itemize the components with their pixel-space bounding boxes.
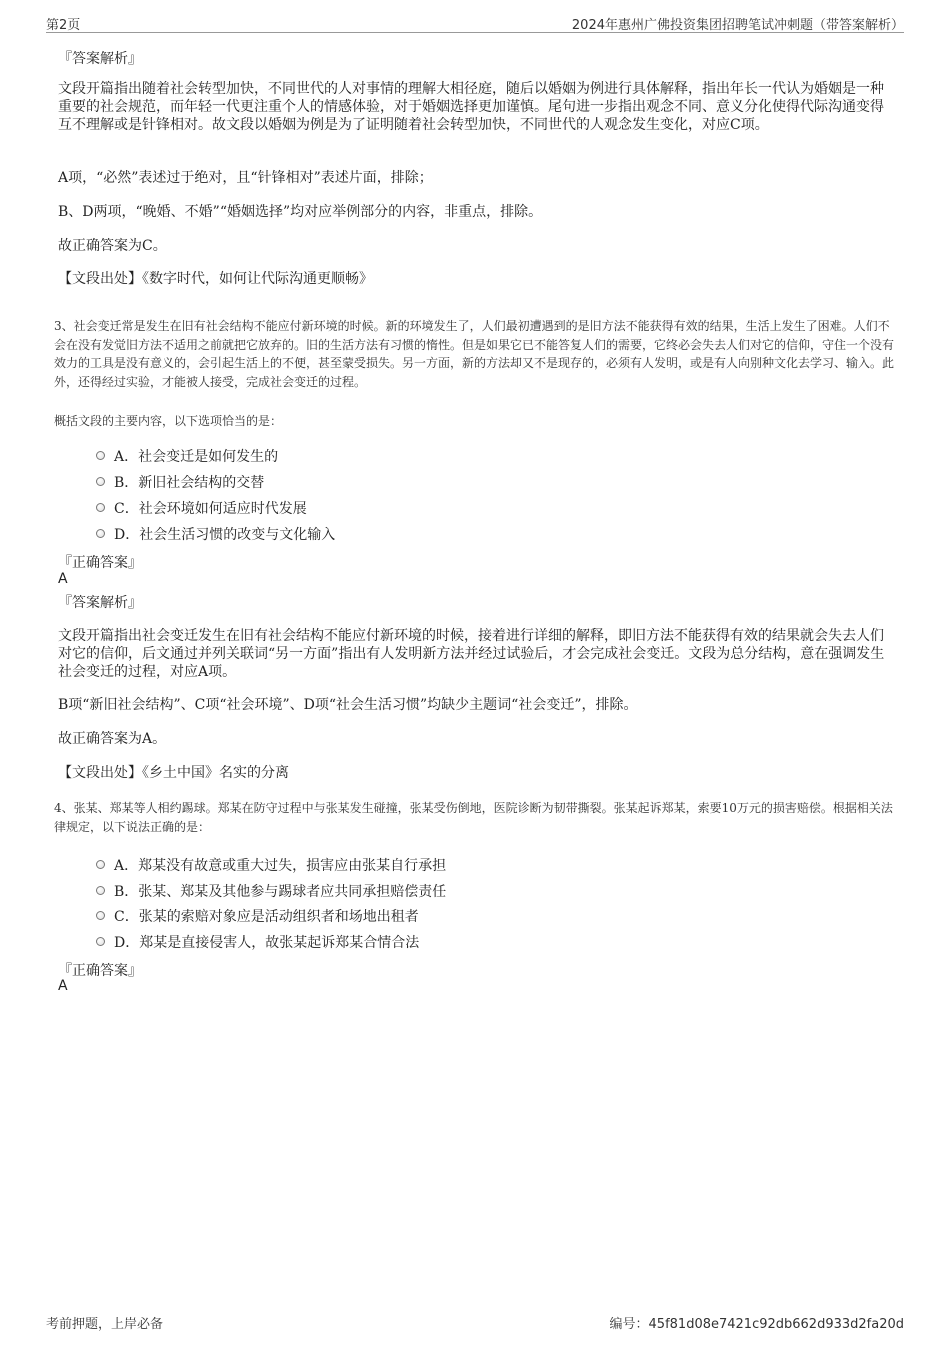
page-number: 第2页 xyxy=(46,18,81,33)
radio-button-icon[interactable] xyxy=(96,477,105,486)
radio-button-icon[interactable] xyxy=(96,529,105,538)
q4-correct-tag: 『正确答案』 xyxy=(58,963,142,979)
q4-stem: 4、张某、郑某等人相约踢球。郑某在防守过程中与张某发生碰撞，张某受伤倒地，医院诊断为韧带撕裂。张某起诉郑某，索要10万元的损害赔偿。根据相关法律规定，以下说法正确的是： xyxy=(54,801,893,834)
radio-button-icon[interactable] xyxy=(96,911,105,920)
option-label: A．社会变迁是如何发生的 xyxy=(114,449,279,465)
radio-button-icon[interactable] xyxy=(96,886,105,895)
option-label: B．新旧社会结构的交替 xyxy=(114,475,265,491)
q2-conclusion: 故正确答案为C。 xyxy=(58,238,167,254)
q3-correct-tag: 『正确答案』 xyxy=(58,555,142,571)
q2-analysis-tag: 『答案解析』 xyxy=(58,51,142,67)
page-header xyxy=(46,14,904,33)
code-label: 编号： xyxy=(609,1317,649,1332)
q2-exclude-a: A项，“必然”表述过于绝对，且“针锋相对”表述片面，排除； xyxy=(58,170,433,186)
q3-conclusion: 故正确答案为A。 xyxy=(58,731,167,747)
q2-analysis-text: 文段开篇指出随着社会转型加快，不同世代的人对事情的理解大相径庭，随后以婚姻为例进行具体解释，指出年长一代认为婚姻是一种重要的社会规范，而年轻一代更注重个人的情感体验，对于婚姻选择更加谨慎。尾句进一步指出观念不同、意义分化使得代际沟通变得互不理解或是针锋相对。故文段以婚姻为例是为了证明随着社会转型加快，不同世代的人观念发生变化，对应C项。 xyxy=(58,81,884,133)
q3-exclude: B项“新旧社会结构”、C项“社会环境”、D项“社会生活习惯”均缺少主题词“社会变迁”，排除。 xyxy=(58,697,638,713)
option-label: D．郑某是直接侵害人，故张某起诉郑某合情合法 xyxy=(114,935,420,951)
q3-stem: 3、社会变迁常是发生在旧有社会结构不能应付新环境的时候。新的环境发生了，人们最初遭遇到的是旧方法不能获得有效的结果，生活上发生了困难。人们不会在没有发觉旧方法不适用之前就把它放弃的。旧的生活方法有习惯的惰性。但是如果它已不能答复人们的需要，它终必会失去人们对它的信仰，守住一个没有效力的工具是没有意义的，会引起生活上的不便，甚至蒙受损失。另一方面，新的方法却又不是现存的，必须有人发明，或是有人向别种文化去学习、输入。此外，还得经过实验，才能被人接受，完成社会变迁的过程。 xyxy=(54,319,895,389)
option-label: A．郑某没有故意或重大过失，损害应由张某自行承担 xyxy=(114,858,447,874)
code-value: 45f81d08e7421c92db662d933d2fa20d xyxy=(648,1317,904,1332)
radio-button-icon[interactable] xyxy=(96,860,105,869)
radio-button-icon[interactable] xyxy=(96,451,105,460)
footer-slogan: 考前押题，上岸必备 xyxy=(46,1317,164,1332)
option-label: C．张某的索赔对象应是活动组织者和场地出租者 xyxy=(114,909,419,925)
radio-button-icon[interactable] xyxy=(96,937,105,946)
q3-source: 【文段出处】《乡土中国》名实的分离 xyxy=(58,765,289,781)
q4-correct-answer: A xyxy=(58,978,68,994)
q3-analysis-tag: 『答案解析』 xyxy=(58,595,142,611)
q3-correct-answer: A xyxy=(58,571,68,587)
page-footer xyxy=(46,1313,904,1331)
q3-prompt: 概括文段的主要内容，以下选项恰当的是： xyxy=(54,414,283,428)
radio-button-icon[interactable] xyxy=(96,503,105,512)
q3-analysis-text: 文段开篇指出社会变迁发生在旧有社会结构不能应付新环境的时候，接着进行详细的解释，即旧方法不能获得有效的结果就会失去人们对它的信仰，后文通过并列关联词“另一方面”指出有人发明新方法并经过试验后，才会完成社会变迁。文段为总分结构，意在强调发生社会变迁的过程，对应A项。 xyxy=(58,628,885,680)
document-code xyxy=(610,1313,904,1332)
option-label: C．社会环境如何适应时代发展 xyxy=(114,501,307,517)
option-label: D．社会生活习惯的改变与文化输入 xyxy=(114,527,336,543)
q2-source: 【文段出处】《数字时代，如何让代际沟通更顺畅》 xyxy=(58,271,373,287)
q2-exclude-bd: B、D两项，“晚婚、不婚”“婚姻选择”均对应举例部分的内容，非重点，排除。 xyxy=(58,204,543,220)
option-label: B．张某、郑某及其他参与踢球者应共同承担赔偿责任 xyxy=(114,884,447,900)
document-title: 2024年惠州广佛投资集团招聘笔试冲刺题（带答案解析） xyxy=(571,18,904,33)
